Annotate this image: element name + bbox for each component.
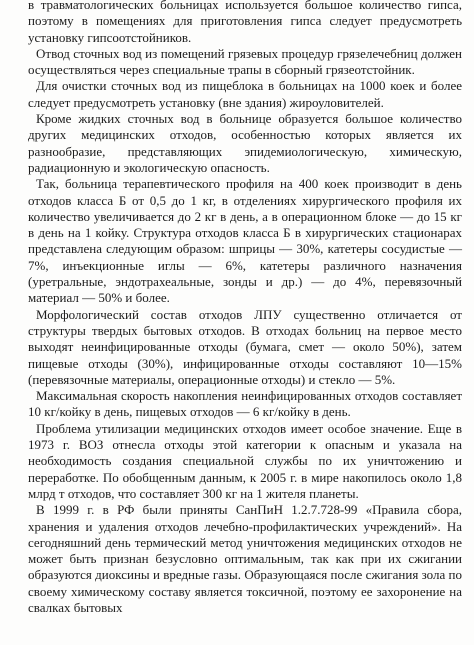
paragraph-9: В 1999 г. в РФ были приняты СанПиН 1.2.7.728-99 «Правила сбора, хранения и удаления отходов лечебно-профилактических учреждений». На сегодняшний день термический метод уничтожения медицинских отходов не может быть признан безусловно оптимальным, так как при их сжигании образуются диоксины и вредные газы. Образующаяся после сжигания зола по своему химическому составу является токсичной, поэтому ее захоронение на свалках бытовых: [28, 502, 462, 615]
paragraph-5: Так, больница терапевтического профиля на 400 коек производит в день отходов класса Б от 0,5 до 1 кг, в отделениях хирургического профиля их количество увеличивается до 2 кг в день, а в операционном блоке — до 15 кг в день на 1 койку. Структура отходов класса Б в хирургических стационарах представлена следующим образом: шприцы — 30%, катетеры сосудистые — 7%, инъекционные иглы — 6%, катетеры различного назначения (уретральные, эндотрахеальные, зонды и др.) — до 4%, перевязочный материал — 50% и более.: [28, 176, 462, 306]
paragraph-2: Отвод сточных вод из помещений грязевых процедур грязелечебниц должен осуществляться через специальные трапы в сборный грязеотстойник.: [28, 45, 462, 78]
paragraph-1: в травматологических больницах используется большое количество гипса, поэтому в помещениях для приготовления гипса следует предусмотреть установку гипсоотстойников.: [28, 0, 462, 45]
paragraph-6: Морфологический состав отходов ЛПУ существенно отличается от структуры твердых бытовых отходов. В отходах больниц на первое место выходят неинфицированные отходы (бумага, смет — около 50%), затем пищевые отходы (30%), инфицированные отходы составляют 10—15% (перевязочные материалы, операционные отходы) и стекло — 5%.: [28, 306, 462, 387]
paragraph-7: Максимальная скорость накопления неинфицированных отходов составляет 10 кг/койку в день, пищевых отходов — 6 кг/койку в день.: [28, 388, 462, 420]
paragraph-3: Для очистки сточных вод из пищеблока в больницах на 1000 коек и более следует предусмотреть установку (вне здания) жироуловителей.: [28, 78, 462, 110]
paragraph-8: Проблема утилизации медицинских отходов имеет особое значение. Еще в 1973 г. ВОЗ отнесла отходы этой категории к опасным и указала на необходимость создания специальной службы по их уничтожению и переработке. По обобщенным данным, к 2005 г. в мире накопилось около 1,8 млрд т отходов, что составляет 300 кг на 1 жителя планеты.: [28, 420, 462, 501]
paragraph-4: Кроме жидких сточных вод в больнице образуется большое количество других медицинских отходов, особенностью которых является их разнообразие, представляющих эпидемиологическую, химическую, радиационную и экологическую опасность.: [28, 111, 462, 175]
